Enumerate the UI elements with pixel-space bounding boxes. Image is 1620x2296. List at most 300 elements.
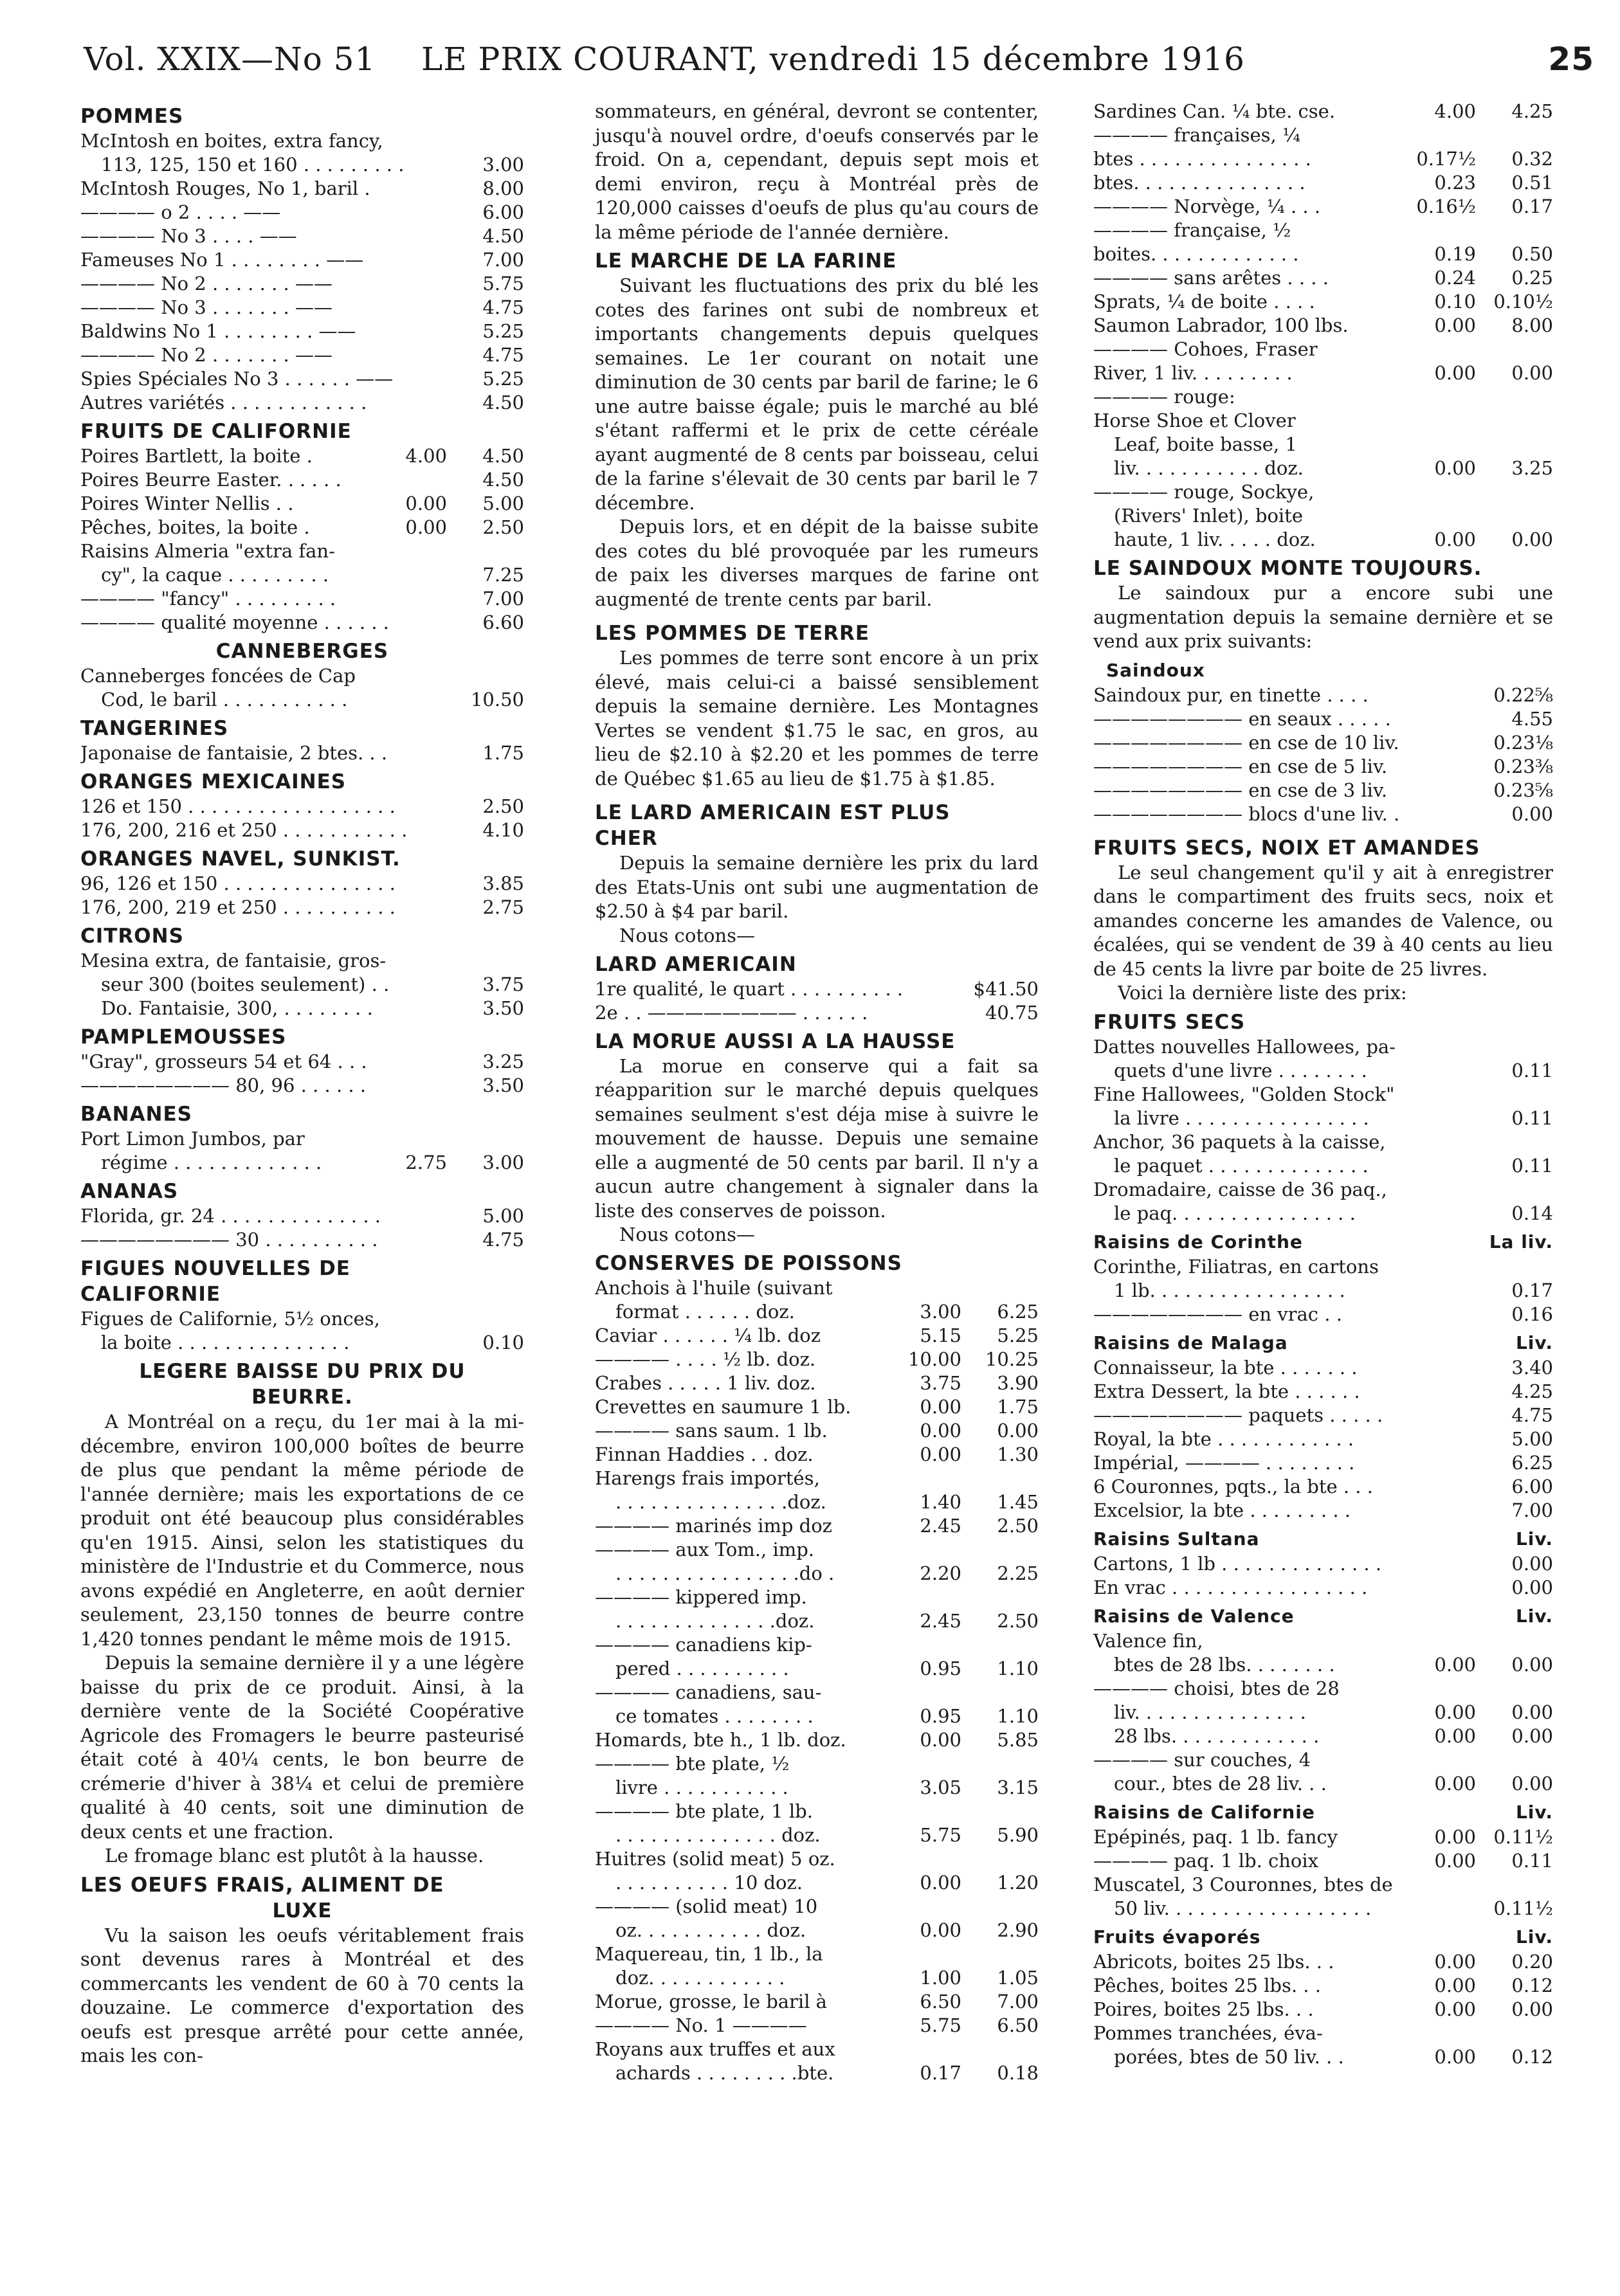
item-label: ———— aux Tom., imp. <box>595 1539 815 1560</box>
quote-intro: Nous cotons— <box>619 924 755 946</box>
price-value: 4.75 <box>482 344 524 366</box>
item-label: Sprats, ¼ de boite . . . . <box>1093 291 1315 312</box>
price-value: 3.75 <box>482 973 524 995</box>
item-label: la livre . . . . . . . . . . . . . . . . <box>1114 1107 1369 1129</box>
price-value: 2.50 <box>482 795 524 817</box>
item-label: (Rivers' Inlet), boite <box>1114 505 1303 527</box>
price-low: 3.00 <box>920 1301 961 1323</box>
price-value: 0.00 <box>1511 1576 1553 1598</box>
price-row <box>595 1586 1039 1609</box>
price-row <box>595 2014 1039 2038</box>
price-high: 0.00 <box>1511 1724 1553 1747</box>
price-row <box>1093 1475 1553 1499</box>
price-value: 3.50 <box>482 997 524 1019</box>
price-high: 0.11½ <box>1493 1897 1553 1919</box>
item-label: Do. Fantaisie, 300, . . . . . . . . <box>101 997 373 1019</box>
price-row <box>1093 361 1553 385</box>
price-low: 0.00 <box>1434 2045 1476 2068</box>
price-list <box>80 444 524 539</box>
section-title: Raisins de Corinthe <box>1093 1231 1303 1252</box>
section-heading: CALIFORNIE <box>80 1283 221 1306</box>
price-row <box>80 587 524 611</box>
price-low: 0.00 <box>1434 362 1476 384</box>
item-label: Dromadaire, caisse de 36 paq., <box>1093 1178 1387 1200</box>
price-low: 0.00 <box>920 1396 961 1418</box>
price-list <box>595 1276 1039 2085</box>
item-label: McIntosh Rouges, No 1, baril . <box>80 177 370 199</box>
price-high: 0.50 <box>1511 243 1553 265</box>
item-label: Pêches, boites 25 lbs. . . <box>1093 1974 1321 1996</box>
price-value: 0.16 <box>1511 1303 1553 1325</box>
item-label: régime . . . . . . . . . . . . . <box>101 1152 322 1173</box>
price-value: 40.75 <box>985 1001 1039 1024</box>
price-row <box>80 201 524 224</box>
price-row <box>80 343 524 367</box>
price-row <box>80 129 524 153</box>
price-row <box>595 1276 1039 1300</box>
item-label: cour., btes de 28 liv. . . <box>1114 1772 1327 1794</box>
price-high: 8.00 <box>1511 314 1553 336</box>
price-value: 6.00 <box>482 201 524 223</box>
section-heading <box>1093 1800 1553 1825</box>
price-row <box>595 1538 1039 1562</box>
item-label: Homards, bte h., 1 lb. doz. <box>595 1729 846 1751</box>
price-value: 0.23⅝ <box>1493 779 1553 801</box>
price-value: 4.25 <box>1511 1380 1553 1402</box>
price-row <box>595 977 1039 1001</box>
price-row <box>595 1467 1039 1490</box>
price-row <box>595 1752 1039 1776</box>
price-row <box>80 1307 524 1331</box>
price-row <box>80 296 524 320</box>
item-label: Autres variétés . . . . . . . . . . . . <box>80 392 367 413</box>
price-high: 1.10 <box>997 1705 1039 1727</box>
price-row <box>595 1609 1039 1633</box>
item-label: pered . . . . . . . . . . <box>615 1658 789 1679</box>
price-row <box>1093 1701 1553 1724</box>
price-value: 0.23⅛ <box>1493 731 1553 754</box>
item-label: Huitres (solid meat) 5 oz. <box>595 1848 835 1870</box>
price-row <box>595 1895 1039 1919</box>
price-high: 2.50 <box>482 516 524 538</box>
price-high: 0.32 <box>1511 148 1553 170</box>
item-label: ———— marinés imp doz <box>595 1515 832 1537</box>
price-row <box>1093 1255 1553 1279</box>
item-label: ———————— en cse de 5 liv. <box>1093 755 1388 777</box>
price-low: 0.19 <box>1434 243 1476 265</box>
price-row <box>1093 1552 1553 1576</box>
price-list <box>80 949 524 1020</box>
item-label: la boite . . . . . . . . . . . . . . . <box>101 1332 350 1353</box>
price-high: 0.00 <box>1511 1772 1553 1794</box>
article-heading: LEGERE BAISSE DU PRIX DU <box>139 1360 466 1383</box>
price-row <box>80 1074 524 1098</box>
price-low: 0.17 <box>920 2062 961 2084</box>
price-high: 3.00 <box>482 1152 524 1173</box>
item-label: Poires Bartlett, la boite . <box>80 445 313 467</box>
price-list <box>80 795 524 842</box>
price-value: 7.00 <box>1511 1499 1553 1521</box>
price-row <box>1093 1772 1553 1796</box>
item-label: Fameuses No 1 . . . . . . . . —— <box>80 249 364 271</box>
article-heading: FRUITS SECS, NOIX ET AMANDES <box>1093 836 1480 860</box>
price-row <box>1093 779 1553 802</box>
price-value: 0.11 <box>1511 1059 1553 1081</box>
section-heading: LARD AMERICAIN <box>595 952 797 976</box>
price-value: 7.00 <box>482 588 524 610</box>
item-label: Anchor, 36 paquets à la caisse, <box>1093 1130 1386 1153</box>
price-value: 3.00 <box>482 154 524 176</box>
section-heading: FRUITS DE CALIFORNIE <box>80 420 352 443</box>
item-label: . . . . . . . . . . . . . . doz. <box>615 1824 821 1846</box>
article-heading: LES POMMES DE TERRE <box>595 622 870 645</box>
price-value: 3.50 <box>482 1074 524 1096</box>
price-value: 4.75 <box>1511 1404 1553 1426</box>
item-label: Impérial, ———— . . . . . . . . <box>1093 1451 1355 1474</box>
price-row <box>80 468 524 492</box>
price-value: 5.00 <box>1511 1427 1553 1450</box>
price-row <box>80 872 524 896</box>
item-label: ———— qualité moyenne . . . . . . <box>80 611 389 633</box>
price-low: 0.00 <box>920 1420 961 1442</box>
price-low: 0.00 <box>405 516 447 538</box>
article-heading: LE LARD AMERICAIN EST PLUS <box>595 801 951 824</box>
price-row <box>595 1800 1039 1823</box>
price-value: 4.50 <box>482 392 524 413</box>
price-value: 6.25 <box>1511 1451 1553 1474</box>
price-value: 7.00 <box>482 249 524 271</box>
section-title: Raisins Sultana <box>1093 1528 1260 1550</box>
item-label: ———————— 80, 96 . . . . . . <box>80 1074 367 1096</box>
price-value: 6.00 <box>1511 1475 1553 1497</box>
article-paragraph: Depuis la semaine dernière il y a une légère baisse du prix de ce produit. Ainsi, à la dernière vente de la Société Coopérative Agricole des Fromagers le beurre pasteurisé était coté à 40¼ cents, le bon beurre de crémerie d'hiver à 38¼ et celui de première qualité à 40 cents, soit une diminution de deux cents et une fraction. <box>80 1652 524 1843</box>
article-paragraph: A Montréal on a reçu, du 1er mai à la mi-décembre, environ 100,000 boîtes de beurre de plus que pendant la même période de l'année dernière; mais les exportations de ce produit ont été beaucoup plus considérables qu'en 1915. Ainsi, selon les statistiques du ministère de l'Industrie et du Commerce, nous avons expédié en Angleterre, en août dernier seulement, 23,150 tonnes de beurre contre 1,420 tonnes pendant le même mois de 1915. <box>80 1411 524 1650</box>
price-value: $41.50 <box>973 977 1039 1000</box>
item-label: 1 lb. . . . . . . . . . . . . . . . . <box>1114 1279 1345 1301</box>
article-heading: BEURRE. <box>251 1386 353 1409</box>
price-row <box>80 611 524 635</box>
price-row <box>595 1490 1039 1514</box>
article-paragraph: Le saindoux pur a encore subi une augmentation depuis la semaine dernière et se vend aux prix suivants: <box>1093 582 1553 652</box>
price-value: 5.25 <box>482 320 524 342</box>
price-row <box>80 367 524 391</box>
quote-intro: Nous cotons— <box>619 1224 755 1245</box>
item-label: Poires, boites 25 lbs. . . <box>1093 1998 1314 2020</box>
price-row <box>1093 1653 1553 1677</box>
item-label: livre . . . . . . . . . . . <box>615 1776 788 1798</box>
price-row <box>1093 2021 1553 2045</box>
price-low: 0.95 <box>920 1658 961 1679</box>
item-label: ———————— en vrac . . <box>1093 1303 1342 1325</box>
price-high: 3.15 <box>997 1776 1039 1798</box>
price-list <box>1093 683 1553 826</box>
price-value: 5.00 <box>482 1205 524 1227</box>
price-row <box>80 516 524 539</box>
article-paragraph: Vu la saison les oeufs véritablement frais sont devenus rares à Montréal et des commercants les vendent de 60 à 70 cents la douzaine. Le commerce d'exportation des oeufs est presque arrêté pour cette année, mais les con- <box>80 1924 524 2066</box>
article-paragraph: Le seul changement qu'il y ait à enregistrer dans le compartiment des fruits secs, noix et amandes concerne les amandes de Valence, ou écalées, qui se vendent de 39 à 40 cents au lieu de 45 cents la livre par boite de 25 livres. <box>1093 861 1553 980</box>
page-number: 25 <box>1548 41 1594 78</box>
price-list <box>1093 1255 1553 1326</box>
item-label: oz. . . . . . . . . . . doz. <box>615 1919 806 1941</box>
price-row <box>80 272 524 296</box>
price-row <box>1093 755 1553 779</box>
price-row <box>595 1001 1039 1025</box>
price-row <box>1093 242 1553 266</box>
item-label: ———— bte plate, ½ <box>595 1753 790 1775</box>
price-list <box>80 1127 524 1175</box>
item-label: Leaf, boite basse, 1 <box>1114 433 1297 455</box>
item-label: Figues de Californie, 5½ onces, <box>80 1308 380 1330</box>
price-row <box>595 1919 1039 1942</box>
price-high: 0.51 <box>1511 172 1553 194</box>
article-heading: CHER <box>595 827 658 850</box>
item-label: 1re qualité, le quart . . . . . . . . . . <box>595 977 904 1000</box>
price-row <box>1093 1279 1553 1303</box>
column-2 <box>595 100 1039 2085</box>
price-row <box>595 1681 1039 1704</box>
item-label: Corinthe, Filiatras, en cartons <box>1093 1255 1379 1278</box>
price-high: 7.00 <box>997 1991 1039 2012</box>
section-title: Raisins de Valence <box>1093 1605 1295 1627</box>
item-label: Fine Hallowees, "Golden Stock" <box>1093 1083 1395 1105</box>
price-row <box>1093 480 1553 504</box>
price-low: 0.00 <box>920 1729 961 1751</box>
price-high: 2.50 <box>997 1515 1039 1537</box>
price-high: 6.25 <box>997 1301 1039 1323</box>
item-label: ———————— en seaux . . . . . <box>1093 707 1391 730</box>
price-row <box>1093 290 1553 314</box>
price-list <box>1093 1035 1553 1225</box>
item-label: quets d'une livre . . . . . . . . <box>1114 1059 1367 1081</box>
price-row <box>595 1419 1039 1443</box>
price-value: 3.25 <box>482 1051 524 1072</box>
price-row <box>595 1562 1039 1586</box>
price-value: 4.50 <box>482 225 524 247</box>
price-value: 7.25 <box>482 564 524 586</box>
item-label: ———— française, ½ <box>1093 219 1291 241</box>
item-label: Maquereau, tin, 1 lb., la <box>595 1943 823 1965</box>
price-row <box>595 1514 1039 1538</box>
price-low: 3.75 <box>920 1372 961 1394</box>
price-value: 4.75 <box>482 1229 524 1251</box>
price-high: 5.90 <box>997 1824 1039 1846</box>
section-heading: ANANAS <box>80 1180 179 1203</box>
item-label: Anchois à l'huile (suivant <box>595 1277 833 1299</box>
item-label: ———— choisi, btes de 28 <box>1093 1677 1340 1699</box>
price-row <box>1093 433 1553 456</box>
item-label: McIntosh en boites, extra fancy, <box>80 130 383 152</box>
price-low: 0.00 <box>1434 1724 1476 1747</box>
price-low: 1.40 <box>920 1491 961 1513</box>
price-high: 0.12 <box>1511 1974 1553 1996</box>
article-paragraph: Suivant les fluctuations des prix du blé les cotes des farines ont subi de nombreux et importants changements depuis quelques semaines. Le 1er courant on notait une diminution de 30 cents par baril de farine; le 6 une autre baisse égale; puis le marché au blé s'étant raffermi et le prix de cette céréale ayant augmenté de 8 cents par boisseau, celui de la farine s'élevait de 30 cents par baril le 7 décembre. <box>595 275 1039 514</box>
item-label: ———— No 3 . . . . —— <box>80 225 297 247</box>
price-value: 5.75 <box>482 273 524 294</box>
price-list <box>1093 1629 1553 1796</box>
price-high: 0.25 <box>1511 267 1553 289</box>
price-row <box>80 795 524 818</box>
item-label: ———————— en cse de 3 liv. <box>1093 779 1388 801</box>
price-row <box>595 1300 1039 1324</box>
price-list <box>80 539 524 635</box>
price-high: 1.45 <box>997 1491 1039 1513</box>
price-high: 1.75 <box>997 1396 1039 1418</box>
price-low: 3.05 <box>920 1776 961 1798</box>
price-value: 0.00 <box>1511 1552 1553 1575</box>
article-heading: LUXE <box>272 1899 332 1922</box>
price-row <box>1093 1499 1553 1523</box>
price-list <box>1093 1825 1553 1921</box>
price-high: 0.00 <box>1511 529 1553 550</box>
item-label: btes de 28 lbs. . . . . . . . <box>1114 1653 1335 1676</box>
price-row <box>1093 1404 1553 1427</box>
price-high: 10.25 <box>985 1348 1039 1370</box>
price-value: 10.50 <box>470 689 524 710</box>
item-label: Muscatel, 3 Couronnes, btes de <box>1093 1873 1393 1895</box>
price-row <box>1093 1130 1553 1154</box>
item-label: ———— (solid meat) 10 <box>595 1895 818 1917</box>
item-label: Horse Shoe et Clover <box>1093 410 1296 431</box>
price-low: 0.00 <box>1434 1701 1476 1723</box>
item-label: Pommes tranchées, éva- <box>1093 2021 1323 2044</box>
item-label: seur 300 (boites seulement) . . <box>101 973 390 995</box>
price-list <box>1093 1950 1553 2069</box>
price-row <box>1093 1576 1553 1600</box>
price-value: 0.14 <box>1511 1202 1553 1224</box>
price-row <box>595 1633 1039 1657</box>
item-label: le paq. . . . . . . . . . . . . . . . <box>1114 1202 1356 1224</box>
item-label: 6 Couronnes, pqts., la bte . . . <box>1093 1475 1373 1497</box>
price-row <box>80 688 524 712</box>
price-row <box>595 1942 1039 1966</box>
article-paragraph: Voici la dernière liste des prix: <box>1118 982 1407 1004</box>
price-row <box>80 949 524 973</box>
price-low: 0.00 <box>1434 1825 1476 1848</box>
price-high: 4.50 <box>482 469 524 491</box>
item-label: ———————— blocs d'une liv. . <box>1093 802 1400 825</box>
price-high: 0.10½ <box>1493 291 1553 312</box>
item-label: ———— rouge, Sockye, <box>1093 481 1315 503</box>
price-low: 0.00 <box>1434 529 1476 550</box>
price-row <box>80 391 524 415</box>
price-row <box>1093 1083 1553 1107</box>
price-row <box>1093 171 1553 195</box>
article-heading: LES OEUFS FRAIS, ALIMENT DE <box>80 1873 444 1897</box>
section-heading <box>1093 1604 1553 1629</box>
price-low: 0.00 <box>1434 457 1476 479</box>
item-label: liv. . . . . . . . . . . doz. <box>1114 457 1304 479</box>
price-high: 0.00 <box>1511 1998 1553 2020</box>
item-label: ———————— en cse de 10 liv. <box>1093 731 1399 754</box>
section-heading: FRUITS SECS <box>1093 1010 1246 1034</box>
price-value: 0.22⅝ <box>1493 683 1553 706</box>
item-label: Japonaise de fantaisie, 2 btes. . . <box>80 742 388 764</box>
price-value: 0.11 <box>1511 1107 1553 1129</box>
price-row <box>1093 1178 1553 1202</box>
item-label: ———— canadiens, sau- <box>595 1681 822 1703</box>
price-row <box>1093 1303 1553 1326</box>
price-row <box>1093 683 1553 707</box>
price-low: 4.00 <box>1434 100 1476 122</box>
section-heading: ORANGES NAVEL, SUNKIST. <box>80 847 401 871</box>
price-low: 0.00 <box>1434 1998 1476 2020</box>
item-label: ———— o 2 . . . . —— <box>80 201 281 223</box>
price-high: 4.25 <box>1511 100 1553 122</box>
item-label: ———— No 2 . . . . . . . —— <box>80 344 332 366</box>
price-row <box>1093 338 1553 361</box>
section-title: Fruits évaporés <box>1093 1926 1261 1948</box>
price-row <box>595 2038 1039 2061</box>
item-label: 2e . . ———————— . . . . . . <box>595 1001 868 1024</box>
price-high: 0.00 <box>1511 1701 1553 1723</box>
item-label: doz. . . . . . . . . . . . <box>615 1967 785 1989</box>
item-label: ———— rouge: <box>1093 386 1235 408</box>
price-list <box>80 1204 524 1252</box>
item-label: haute, 1 liv. . . . . doz. <box>1114 529 1316 550</box>
price-high: 3.90 <box>997 1372 1039 1394</box>
price-value: 3.85 <box>482 872 524 894</box>
item-label: Finnan Haddies . . doz. <box>595 1443 814 1465</box>
item-label: btes. . . . . . . . . . . . . . . <box>1093 172 1306 194</box>
masthead-title: LE PRIX COURANT, vendredi 15 décembre 1916 <box>421 41 1245 78</box>
price-list <box>80 1307 524 1355</box>
item-label: River, 1 liv. . . . . . . . . <box>1093 362 1293 384</box>
volume-number: Vol. XXIX—No 51 <box>84 41 376 78</box>
price-row <box>80 1228 524 1252</box>
price-row <box>80 997 524 1020</box>
price-row <box>595 1728 1039 1752</box>
item-label: Mesina extra, de fantaisie, gros- <box>80 950 387 972</box>
price-row <box>1093 707 1553 731</box>
price-row <box>595 1990 1039 2014</box>
price-row <box>80 973 524 997</box>
price-row <box>80 563 524 587</box>
item-label: Royans aux truffes et aux <box>595 2038 835 2060</box>
price-high: 0.18 <box>997 2062 1039 2084</box>
price-high: 5.00 <box>482 493 524 514</box>
item-label: . . . . . . . . . . . . . . .doz. <box>615 1491 826 1513</box>
price-list <box>80 129 524 415</box>
item-label: 126 et 150 . . . . . . . . . . . . . . . . . . <box>80 795 396 817</box>
price-high: 0.00 <box>1511 362 1553 384</box>
item-label: Saumon Labrador, 100 lbs. <box>1093 314 1349 336</box>
price-high: 5.25 <box>997 1324 1039 1346</box>
price-row <box>595 1847 1039 1871</box>
item-label: ce tomates . . . . . . . . <box>615 1705 814 1727</box>
item-label: Saindoux pur, en tinette . . . . <box>1093 683 1369 706</box>
price-row <box>80 153 524 177</box>
price-low: 0.10 <box>1434 291 1476 312</box>
price-low: 2.45 <box>920 1515 961 1537</box>
price-row <box>1093 1629 1553 1653</box>
price-row <box>1093 731 1553 755</box>
price-row <box>80 664 524 688</box>
price-row <box>1093 528 1553 552</box>
section-heading <box>1093 1526 1553 1552</box>
price-low: 0.95 <box>920 1705 961 1727</box>
item-label: porées, btes de 50 liv. . . <box>1114 2045 1344 2068</box>
price-row <box>1093 195 1553 219</box>
item-label: Crevettes en saumure 1 lb. <box>595 1396 851 1418</box>
price-row <box>1093 1974 1553 1998</box>
price-row <box>1093 314 1553 338</box>
price-row <box>1093 123 1553 147</box>
item-label: Harengs frais importés, <box>595 1467 820 1489</box>
price-row <box>80 1050 524 1074</box>
article-paragraph: La morue en conserve qui a fait sa réapparition sur le marché depuis quelques semaines seulment s'est déja mise à suivre le mouvement de hausse. Depuis une semaine elle a augmenté de 50 cents par baril. Il n'y a aucun autre changement à signaler dans la liste des conserves de poisson. <box>595 1054 1039 1222</box>
price-list <box>80 664 524 712</box>
price-list <box>80 1050 524 1098</box>
